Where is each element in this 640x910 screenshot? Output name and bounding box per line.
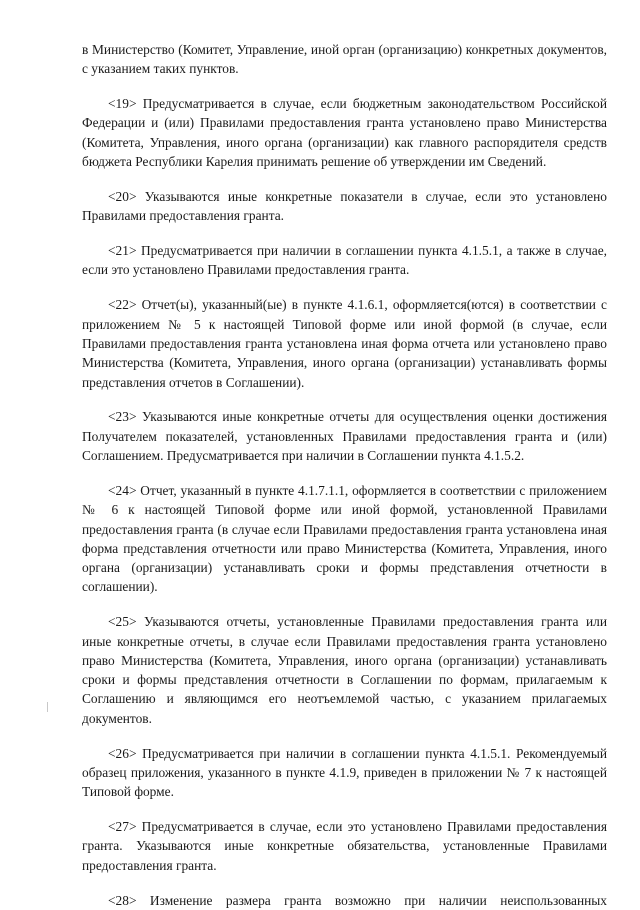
footnote-23: <23> Указываются иные конкретные отчеты для осуществления оценки достижения Получателем показателей, установленных Правилами предоставления гранта и (или) Соглашением. Предусматривается при наличии в Соглашении пункта 4.1.5.2. <box>82 409 607 464</box>
footnote-27: <27> Предусматривается в случае, если это установлено Правилами предоставления гранта. Указываются иные конкретные обязательства, установленные Правилами предоставления гранта. <box>82 819 607 873</box>
footnote-25: <25> Указываются отчеты, установленные Правилами предоставления гранта или иные конкретные отчеты, в случае если Правилами предоставления гранта установлено право Министерства (Комитета, Управления, иного органа (организации) устанавливать сроки и формы представления отчетности в Соглашении по формам, прилагаемым к Соглашению и являющимся его неотъемлемой частью, с указанием прилагаемых документов. <box>82 614 607 726</box>
footnote-24: <24> Отчет, указанный в пункте 4.1.7.1.1, оформляется в соответствии с приложением № 6 к настоящей Типовой форме или иной формой, установленной Правилами предоставления гранта (в случае если Правилами предоставления гранта установлена иная форма представления отчетности или право Министерства (Комитета, Управления, иного органа (организации) устанавливать сроки и формы представления отчетности в соглашении). <box>82 482 607 595</box>
footnote-28: <28> Изменение размера гранта возможно при наличии неиспользованных <box>108 892 607 908</box>
footnote-21: <21> Предусматривается при наличии в соглашении пункта 4.1.5.1, а также в случае, если это установлено Правилами предоставления гранта. <box>82 243 607 278</box>
footnote-22: <22> Отчет(ы), указанный(ые) в пункте 4.1.6.1, оформляется(ются) в соответствии с приложением № 5 к настоящей Типовой форме или иной формой (в случае, если Правилами предоставления гранта установлена иная форма отчета или установлено право Министерства (Комитета, Управления, иного органа (организации) устанавливать формы представления отчетов в Соглашении). <box>82 297 607 390</box>
footnote-19: <19> Предусматривается в случае, если бюджетным законодательством Российской Федерации и (или) Правилами предоставления гранта установлено право Министерства (Комитета, Управления, иного органа (организации) как главного распорядителя средств бюджета Республики Карелия принимать решение об утверждении им Сведений. <box>82 96 607 170</box>
footnote-26: <26> Предусматривается при наличии в соглашении пункта 4.1.5.1. Рекомендуемый образец приложения, указанного в пункте 4.1.9, приведен в приложении № 7 к настоящей Типовой форме. <box>82 745 607 800</box>
continuation-paragraph: в Министерство (Комитет, Управление, иной орган (организацию) конкретных документов, с указанием таких пунктов. <box>82 42 607 77</box>
scan-margin-mark <box>47 702 48 712</box>
document-page <box>82 40 607 910</box>
footnote-20: <20> Указываются иные конкретные показатели в случае, если это установлено Правилами предоставления гранта. <box>82 188 607 224</box>
